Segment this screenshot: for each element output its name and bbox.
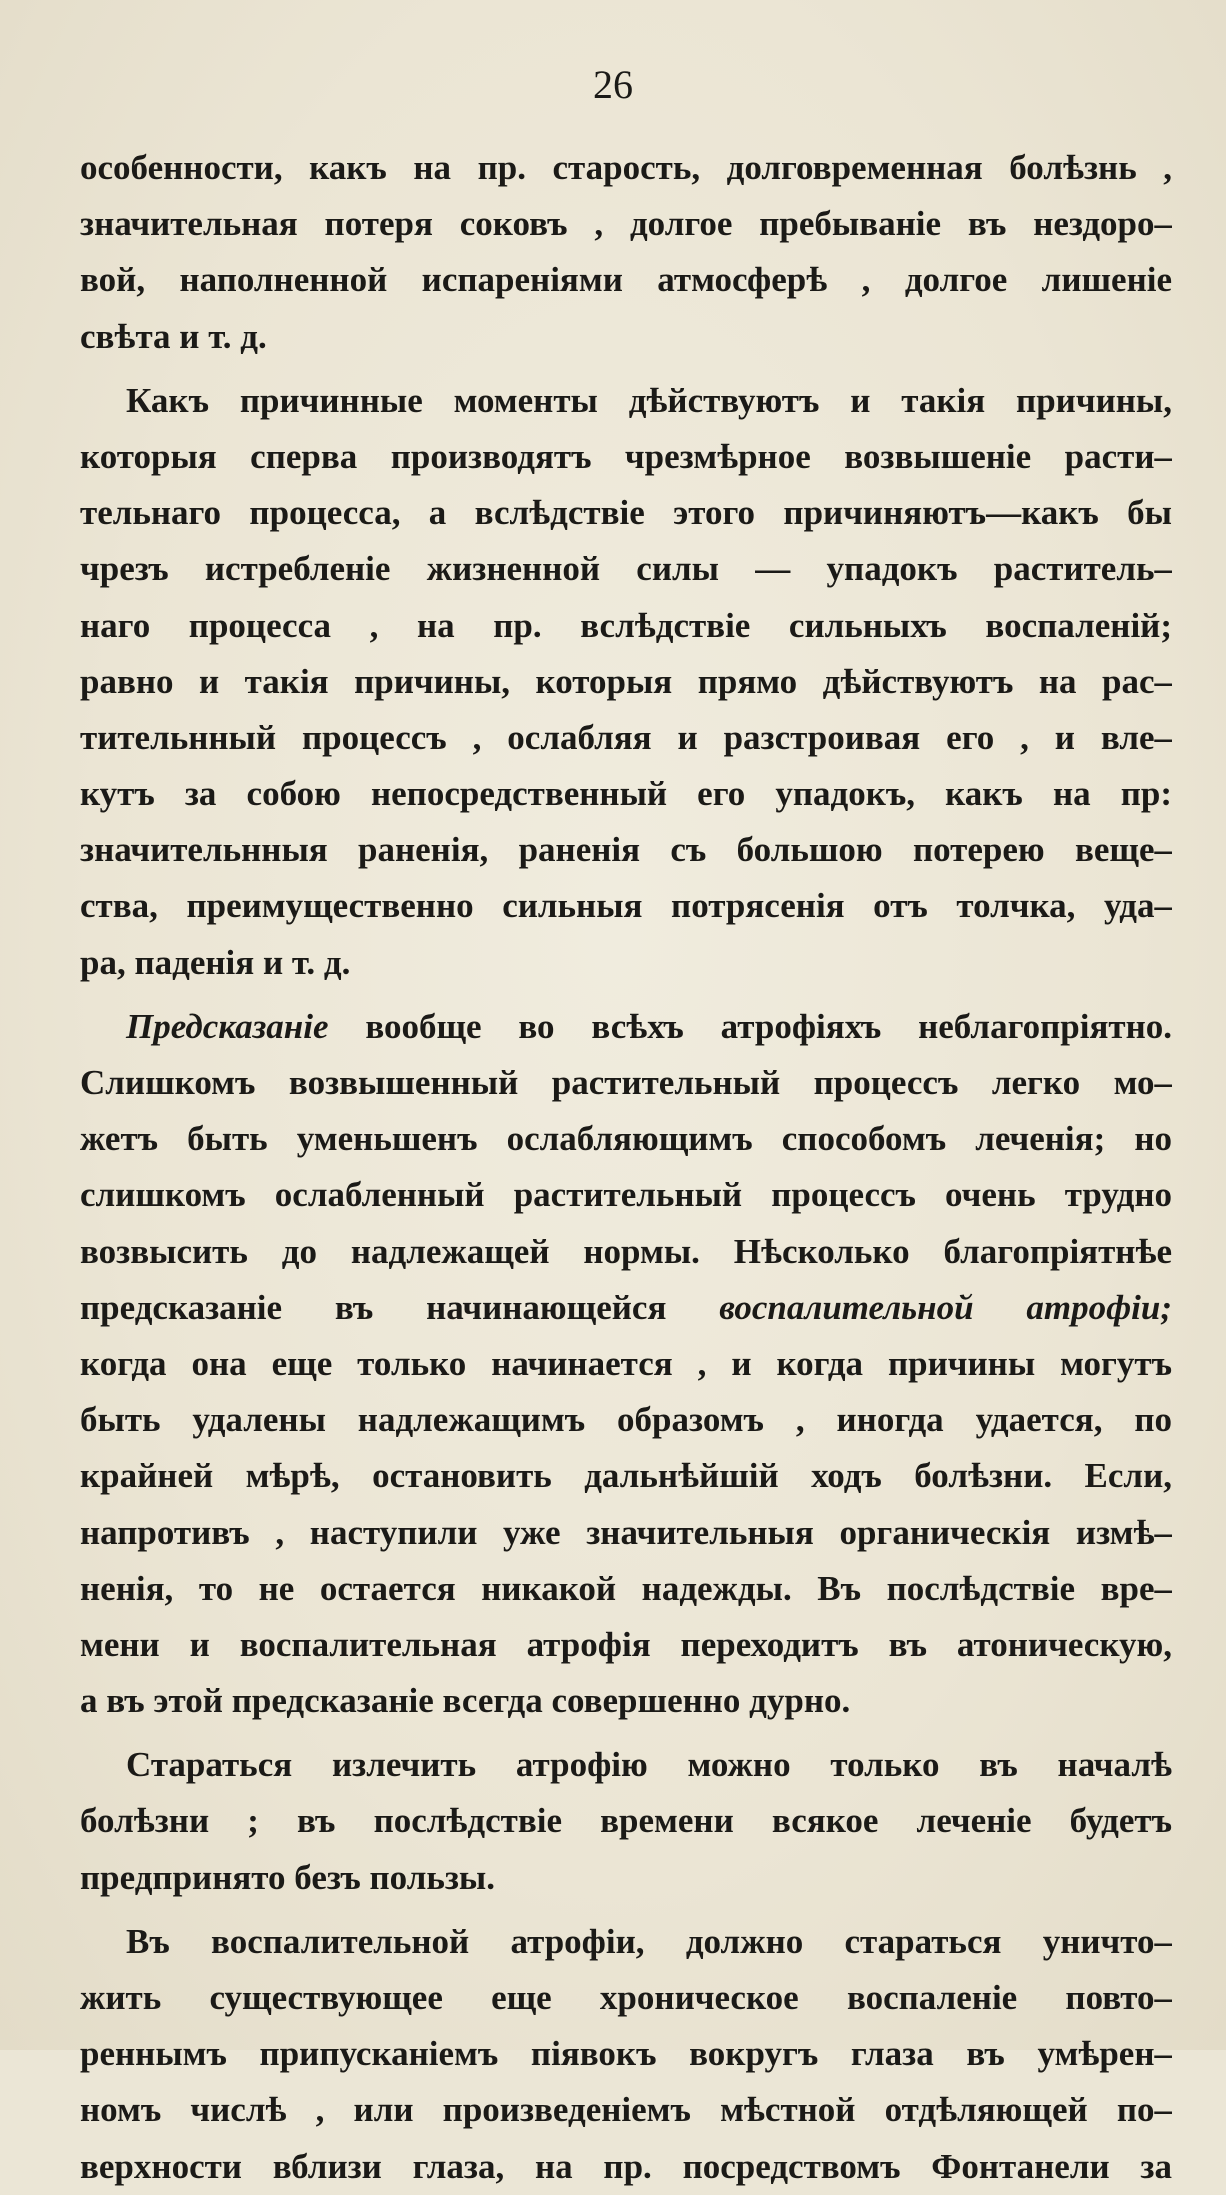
text-segment: вообще во всѣхъ атрофіяхъ неблагопріятно. [328,1006,1172,1046]
text-line [80,1914,1172,1970]
text-line [80,1737,1172,1793]
text-line [80,485,1172,541]
text-segment: болѣзни ; въ послѣдствіе времени всякое леченіе будетъ [80,1801,1172,1841]
text-line [80,1970,1172,2026]
text-line [80,1673,1172,1729]
text-line [80,1167,1172,1223]
body-text [80,140,1172,2195]
text-segment: а въ этой предсказаніе всегда совершенно дурно. [80,1681,851,1721]
text-segment: быть удалены надлежащимъ образомъ , иногда удается, по [80,1400,1172,1440]
text-segment: номъ числѣ , или произведеніемъ мѣстной отдѣляющей по– [80,2090,1172,2130]
text-segment: предсказаніе въ начинающейся [80,1287,720,1327]
text-segment: особенности, какъ на пр. старость, долговременная болѣзнь , [80,148,1172,187]
text-line [80,1505,1172,1561]
text-line [80,1392,1172,1448]
text-segment: наго процесса , на пр. вслѣдствіе сильныхъ воспаленій; [80,605,1172,645]
text-segment: значительнныя раненія, раненія съ большою потерею веще– [80,830,1172,870]
text-segment: Стараться излечить атрофію можно только въ началѣ [126,1745,1172,1785]
text-line [80,822,1172,878]
text-line [80,309,1172,365]
text-segment: Въ воспалительной атрофіи, должно стараться уничто– [126,1921,1172,1961]
text-segment: ра, паденія и т. д. [80,942,351,982]
text-line [80,1561,1172,1617]
text-segment: слишкомъ ослабленный растительный процессъ очень трудно [80,1175,1172,1215]
text-line [80,1111,1172,1167]
text-line [80,252,1172,308]
text-segment: тельнаго процесса, а вслѣдствіе этого причиняютъ—какъ бы [80,493,1172,533]
text-segment: возвысить до надлежащей нормы. Нѣсколько благопріятнѣе [80,1231,1172,1271]
text-segment: Слишкомъ возвышенный растительный процессъ легко мо– [80,1063,1172,1102]
text-line [80,140,1172,196]
text-segment: мени и воспалительная атрофія переходитъ въ атоническую, [80,1624,1172,1664]
emphasized-text: воспалительной атрофіи; [719,1287,1172,1327]
text-segment: равно и такія причины, которыя прямо дѣйствуютъ на рас– [80,661,1172,701]
text-line [80,196,1172,252]
text-line [80,1793,1172,1849]
text-segment: вой, наполненной испареніями атмосферѣ , долгое лишеніе [80,260,1172,300]
text-line [80,2026,1172,2082]
text-segment: ства, преимущественно сильныя потрясенія отъ толчка, уда– [80,886,1172,926]
text-line [80,654,1172,710]
text-line [80,878,1172,934]
text-line [80,429,1172,485]
text-segment: тительнный процессъ , ослабляя и разстроивая его , и вле– [80,717,1172,757]
text-segment: свѣта и т. д. [80,316,267,356]
text-segment: кутъ за собою непосредственный его упадокъ, какъ на пр: [80,774,1172,814]
text-segment: жить существующее еще хроническое воспаленіе повто– [80,1978,1172,2017]
text-line [80,1850,1172,1906]
text-line [80,2082,1172,2138]
text-line [80,2139,1172,2195]
text-line [80,373,1172,429]
text-segment: Какъ причинные моменты дѣйствуютъ и такія причины, [126,380,1172,420]
text-line [80,710,1172,766]
text-segment: крайней мѣрѣ, остановить дальнѣйшій ходъ болѣзни. Если, [80,1456,1172,1496]
text-segment: значительная потеря соковъ , долгое пребываніе въ нездоро– [80,204,1172,244]
text-line [80,1448,1172,1504]
text-line [80,1055,1172,1111]
page-number: 26 [593,62,633,107]
text-line [80,766,1172,822]
text-segment: реннымъ припусканіемъ піявокъ вокругъ глаза въ умѣрен– [80,2034,1172,2074]
text-segment: чрезъ истребленіе жизненной силы — упадокъ раститель– [80,549,1172,589]
text-line [80,1280,1172,1336]
text-segment: ненія, то не остается никакой надежды. Въ послѣдствіе вре– [80,1568,1172,1608]
text-line [80,999,1172,1055]
text-segment: жетъ быть уменьшенъ ослабляющимъ способомъ леченія; но [80,1119,1172,1159]
text-line [80,1617,1172,1673]
text-segment: когда она еще только начинается , и когда причины могутъ [80,1343,1172,1383]
text-line [80,935,1172,991]
emphasized-text: Предсказаніе [126,1006,329,1046]
text-segment: предпринято безъ пользы. [80,1857,495,1897]
text-segment: верхности вблизи глаза, на пр. посредствомъ Фонтанели за [80,2146,1172,2186]
text-line [80,598,1172,654]
text-line [80,1224,1172,1280]
text-line [80,1336,1172,1392]
text-segment: напротивъ , наступили уже значительныя органическія измѣ– [80,1512,1172,1552]
text-segment: которыя сперва производятъ чрезмѣрное возвышеніе расти– [80,436,1172,476]
text-line [80,541,1172,597]
